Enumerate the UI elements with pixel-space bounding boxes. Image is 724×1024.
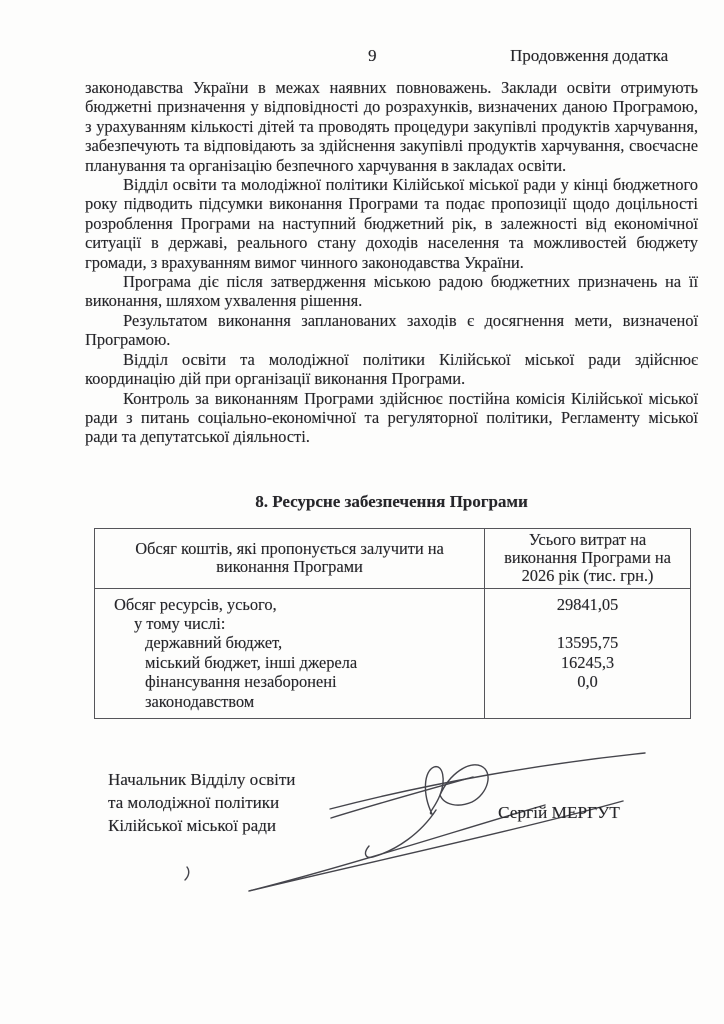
signatory-title-line: Начальник Відділу освіти	[108, 770, 296, 789]
table-header-cell-funds: Обсяг коштів, які пропонується залучити на виконання Програми	[135, 538, 444, 577]
table-header-cell-total: Усього витрат на виконання Програми на 2026 рік (тис. грн.)	[484, 529, 690, 588]
paragraph: законодавства України в межах наявних повноважень. Заклади освіти отримують бюджетні призначення у відповідності до розрахунків, визначених даною Програмою, з урахуванням кількості дітей та проводять процедури закупівлі продуктів харчування, забезпечують та відповідають за здійснення закупівлі продуктів харчування, своєчасне планування та організацію безпечного харчування в закладах освіти.	[85, 78, 698, 175]
paragraph: Відділ освіти та молодіжної політики Кілійської міської ради у кінці бюджетного року підводить підсумки виконання Програми та подає пропозиції щодо доцільності розроблення Програми на наступний бюджетний рік, в залежності від економічної ситуації в державі, реального стану доходів населення та можливостей бюджету громади, з врахуванням вимог чинного законодавства України.	[85, 175, 698, 272]
table-row-value: 0,0	[577, 672, 598, 692]
page-header	[0, 46, 724, 68]
table-row-value: 29841,05	[556, 594, 619, 614]
table-row-label: міський бюджет, інші джерела	[145, 652, 358, 672]
table-row-label: Обсяг ресурсів, усього,	[114, 594, 277, 614]
section-heading: 8. Ресурсне забезпечення Програми	[255, 492, 528, 511]
table-row-value	[485, 614, 690, 633]
table-row-label: державний бюджет,	[145, 633, 283, 653]
paragraph: Програма діє після затвердження міською радою бюджетних призначень на її виконання, шляхом ухвалення рішення.	[85, 272, 698, 311]
table-label-column	[95, 589, 484, 718]
table-row-value	[485, 692, 690, 711]
table-row-label: фінансування незаборонені	[145, 672, 337, 692]
table-row-label: законодавством	[145, 691, 255, 711]
table-row-value: 13595,75	[556, 633, 619, 653]
table-value-column	[484, 589, 690, 718]
signatory-title-line: та молодіжної політики	[108, 793, 280, 813]
table-header-row	[95, 529, 690, 589]
table-row-label: у тому числі:	[134, 614, 226, 634]
table-body	[95, 589, 690, 718]
paragraph: Відділ освіти та молодіжної політики Кілійської міської ради здійснює координацію дій при організації виконання Програми.	[85, 349, 698, 389]
resource-table	[94, 528, 691, 719]
signatory-title-line: Кілійської міської ради	[108, 816, 276, 836]
body-text	[85, 78, 698, 447]
table-row-value: 16245,3	[560, 652, 615, 672]
paragraph: Контроль за виконанням Програми здійснює постійна комісія Кілійської міської ради з питань соціально-економічної та регуляторної політики, Регламенту міської ради та депутатської діяльності.	[85, 388, 698, 447]
page-number: 9	[368, 46, 377, 65]
signatory-name: Сергій МЕРГУТ	[498, 803, 620, 822]
annex-note: Продовження додатка	[510, 46, 669, 65]
paragraph: Результатом виконання запланованих заходів є досягнення мети, визначеної Програмою.	[85, 310, 698, 350]
